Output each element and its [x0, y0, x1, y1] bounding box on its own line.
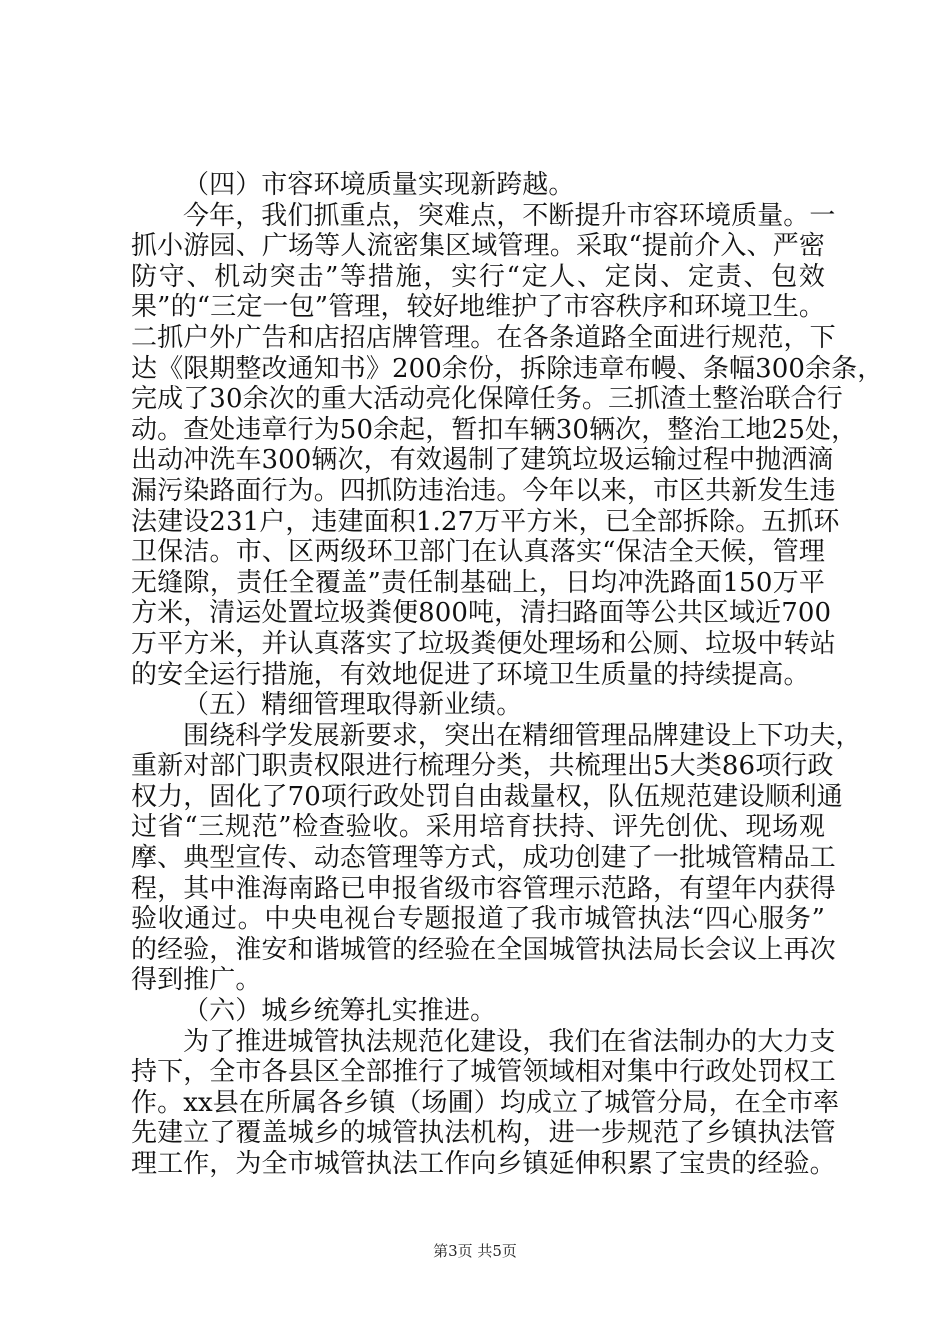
text-line: （六）城乡统筹扎实推进。: [183, 996, 497, 1027]
text-line: 完成了30余次的重大活动亮化保障任务。三抓渣土整治联合行: [131, 384, 843, 415]
text-line: 理工作，为全市城管执法工作向乡镇延伸积累了宝贵的经验。: [131, 1149, 836, 1179]
text-line: 摩、典型宣传、动态管理等方式，成功创建了一批城管精品工: [131, 843, 836, 874]
text-line: 权力，固化了70项行政处罚自由裁量权，队伍规范建设顺利通: [131, 781, 843, 812]
text-line: 的安全运行措施，有效地促进了环境卫生质量的持续提高。: [131, 659, 810, 690]
text-line: 法建设231户，违建面积1.27万平方米，已全部拆除。五抓环: [131, 506, 840, 537]
text-line: 验收通过。中央电视台专题报道了我市城管执法“四心服务”: [131, 904, 825, 935]
text-line: 作。xx县在所属各乡镇（场圃）均成立了城管分局，在全市率: [131, 1087, 840, 1118]
text-line: 二抓户外广告和店招店牌管理。在各条道路全面进行规范，下: [131, 322, 836, 353]
document-page: [131, 170, 884, 1180]
text-line: 卫保洁。市、区两级环卫部门在认真落实“保洁全天候，管理: [131, 537, 825, 568]
text-line: 出动冲洗车300辆次，有效遏制了建筑垃圾运输过程中抛洒滴: [131, 445, 834, 476]
page-footer: [0, 1242, 950, 1260]
text-line: 抓小游园、广场等人流密集区域管理。采取“提前介入、严密: [131, 231, 825, 262]
text-line: 重新对部门职责权限进行梳理分类，共梳理出5大类86项行政: [131, 751, 834, 782]
text-line: 程，其中淮海南路已申报省级市容管理示范路，有望年内获得: [131, 873, 836, 904]
text-line: 方米，清运处置垃圾粪便800吨，清扫路面等公共区域近700: [131, 598, 832, 629]
text-line: 围绕科学发展新要求，突出在精细管理品牌建设上下功夫，: [183, 720, 862, 751]
text-line: 持下，全市各县区全部推行了城管领域相对集中行政处罚权工: [131, 1057, 836, 1088]
text-line: 过省“三规范”检查验收。采用培育扶持、评先创优、现场观: [131, 812, 825, 843]
text-line: 达《限期整改通知书》200余份，拆除违章布幔、条幅300余条，: [131, 353, 884, 384]
page-number-label: 第3页 共5页: [433, 1242, 517, 1260]
text-line: 得到推广。: [131, 965, 262, 996]
text-line: 先建立了覆盖城乡的城管执法机构，进一步规范了乡镇执法管: [131, 1118, 836, 1149]
text-line: 的经验，淮安和谐城管的经验在全国城管执法局长会议上再次: [131, 934, 836, 965]
text-line: 防守、机动突击”等措施，实行“定人、定岗、定责、包效: [131, 261, 825, 292]
text-line: （四）市容环境质量实现新跨越。: [183, 170, 575, 200]
text-line: 漏污染路面行为。四抓防违治违。今年以来，市区共新发生违: [131, 475, 836, 506]
text-line: 万平方米，并认真落实了垃圾粪便处理场和公厕、垃圾中转站: [131, 628, 836, 659]
text-line: 动。查处违章行为50余起，暂扣车辆30辆次，整治工地25处，: [131, 414, 858, 445]
text-line: 为了推进城管执法规范化建设，我们在省法制办的大力支: [183, 1026, 836, 1057]
text-line: 今年，我们抓重点，突难点，不断提升市容环境质量。一: [183, 200, 836, 231]
text-line: 无缝隙，责任全覆盖”责任制基础上，日均冲洗路面150万平: [131, 567, 825, 598]
text-line: 果”的“三定一包”管理，较好地维护了市容秩序和环境卫生。: [131, 292, 825, 323]
text-line: （五）精细管理取得新业绩。: [183, 690, 523, 721]
